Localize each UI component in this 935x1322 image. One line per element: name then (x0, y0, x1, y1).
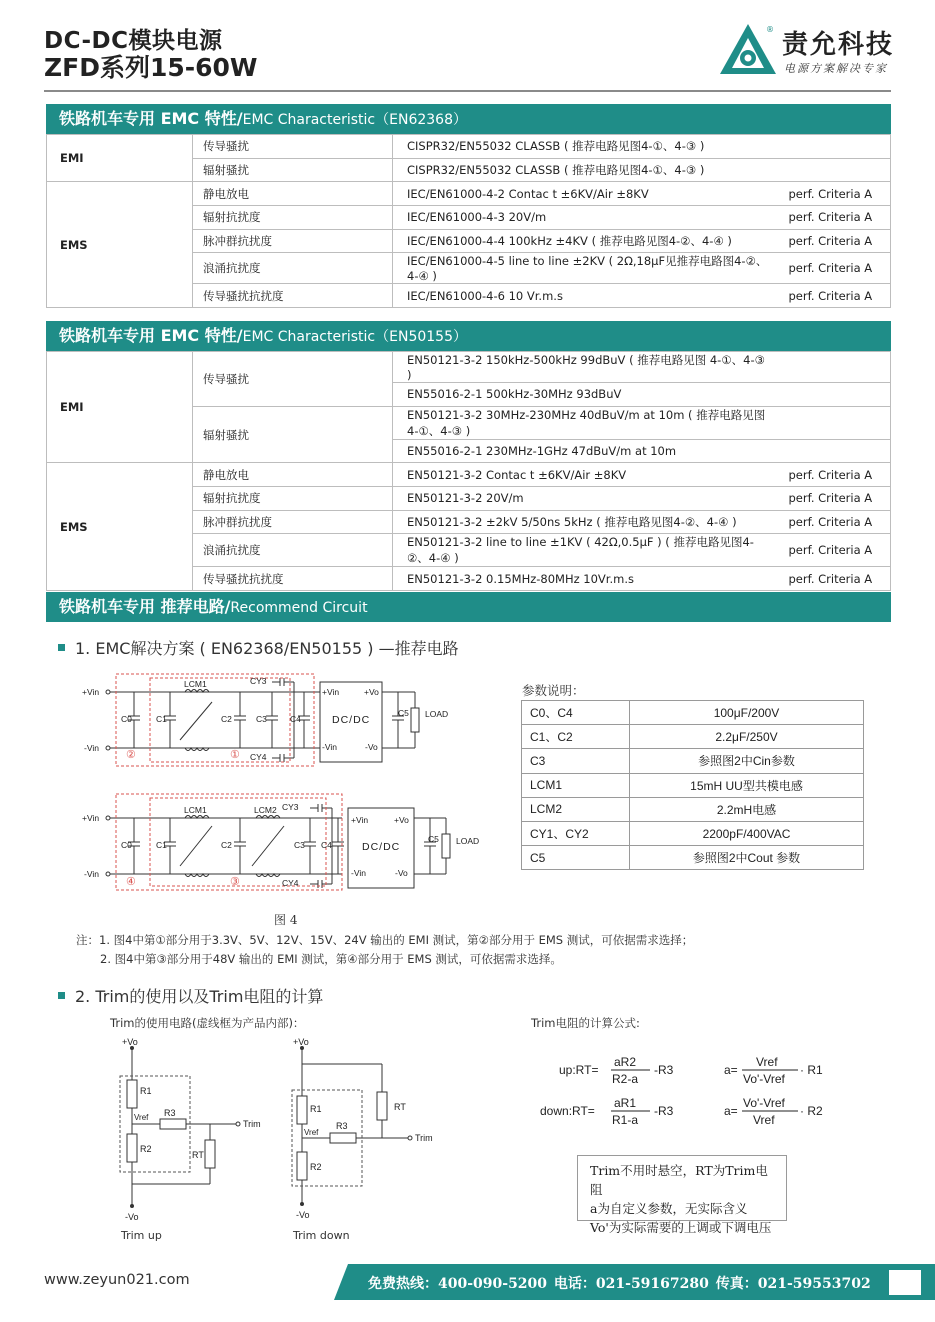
up-formula-num: aR2 (614, 1055, 637, 1069)
table-row (522, 701, 864, 725)
item-name: 浪涌抗扰度 (193, 253, 393, 284)
item-name: 传导骚扰 (193, 352, 393, 407)
vin-neg-label: -Vin (84, 869, 99, 879)
c5-label: C5 (428, 834, 439, 844)
page-number-box (889, 1270, 921, 1295)
param-key: LCM1 (522, 773, 630, 797)
item-criteria: perf. Criteria A (781, 534, 891, 567)
lcm1-label: LCM1 (184, 805, 207, 815)
trim-formulas (540, 1052, 846, 1132)
figure-caption: 图 4 (274, 913, 298, 927)
c2-label: C2 (221, 840, 232, 850)
c0-label: C0 (121, 840, 132, 850)
table-row (522, 846, 864, 870)
item-criteria: perf. Criteria A (781, 284, 891, 308)
item-criteria (781, 383, 891, 407)
param-key: C1、C2 (522, 725, 630, 749)
pin-vin-pos: +Vin (351, 815, 369, 825)
up-formula-label: up:RT= (559, 1063, 599, 1077)
pin-vo-neg: -Vo (365, 742, 378, 752)
pin-vin-neg: -Vin (351, 868, 366, 878)
item-name: 辐射骚扰 (193, 406, 393, 463)
table-row (522, 725, 864, 749)
param-value: 2.2μF/250V (630, 725, 864, 749)
trim-up-caption: Trim up (121, 1229, 162, 1242)
a-down-eq: a= (724, 1104, 738, 1118)
item-criteria (781, 352, 891, 383)
item-name: 静电放电 (193, 182, 393, 206)
c1-label: C1 (156, 714, 167, 724)
item-standard: EN50121-3-2 Contac t ±6KV/Air ±8KV (393, 463, 781, 487)
cy4-label: CY4 (282, 878, 299, 888)
table-row (522, 821, 864, 845)
group-cell: EMS (47, 463, 193, 591)
item-standard: IEC/EN61000-4-6 10 Vr.m.s (393, 284, 781, 308)
item-criteria (781, 406, 891, 439)
subheading-trim: 2. Trim的使用以及Trim电阻的计算 (58, 984, 323, 1007)
vin-pos-label: +Vin (82, 687, 100, 697)
r1-label: R1 (310, 1104, 322, 1114)
pin-vin-pos: +Vin (322, 687, 340, 697)
table-row (522, 773, 864, 797)
trim-down-circuit (290, 1036, 450, 1226)
c0-label: C0 (121, 714, 132, 724)
pin-vo-neg: -Vo (395, 868, 408, 878)
up-formula-den: R2-a (612, 1072, 639, 1086)
param-key: C5 (522, 846, 630, 870)
emc-circuit-diagram-2 (80, 790, 490, 900)
up-formula-minus: -R3 (654, 1063, 674, 1077)
item-standard: EN55016-2-1 230MHz-1GHz 47dBuV/m at 10m (393, 439, 781, 463)
trim-note-line: Vo'为实际需要的上调或下调电压 (590, 1220, 772, 1235)
param-value: 15mH UU型共模电感 (630, 773, 864, 797)
item-standard: EN50121-3-2 20V/m (393, 487, 781, 511)
item-standard: CISPR32/EN55032 CLASSB ( 推荐电路见图4-①、4-③ ) (393, 135, 781, 159)
item-standard: EN55016-2-1 500kHz-30MHz 93dBuV (393, 383, 781, 407)
section-title-en: EMC Characteristic（EN50155） (242, 329, 467, 345)
trim-up-circuit (112, 1036, 272, 1226)
param-value: 参照图2中Cin参数 (630, 749, 864, 773)
a-up-mul: · R1 (800, 1063, 823, 1077)
group-cell: EMI (47, 352, 193, 463)
r2-label: R2 (140, 1144, 152, 1154)
a-down-num: Vo'-Vref (743, 1096, 785, 1110)
doc-title-line2: ZFD系列15-60W (44, 53, 258, 82)
trim-note-box (577, 1155, 787, 1235)
trim-note-line: a为自定义参数，无实际含义 (590, 1201, 748, 1216)
item-name: 脉冲群抗扰度 (193, 229, 393, 253)
section-emc-en50155-header (46, 321, 891, 351)
item-name: 传导骚扰抗扰度 (193, 567, 393, 591)
vin-neg-label: -Vin (84, 743, 99, 753)
section-title-en: Recommend Circuit (230, 600, 368, 616)
param-key: C0、C4 (522, 701, 630, 725)
note-line-2: 2. 图4中第③部分用于48V 输出的 EMI 测试，第④部分用于 EMS 测试，可依据需求选择。 (100, 952, 562, 966)
a-up-num: Vref (756, 1055, 778, 1069)
emc-en62368-table (46, 134, 891, 308)
cy4-label: CY4 (250, 752, 267, 762)
trim-pin-label: Trim (243, 1119, 261, 1129)
item-criteria (781, 158, 891, 182)
c3-label: C3 (294, 840, 305, 850)
a-up-den: Vo'-Vref (743, 1072, 785, 1086)
load-label: LOAD (425, 709, 449, 719)
r3-label: R3 (336, 1121, 348, 1131)
mark-2: ② (126, 749, 136, 761)
param-value: 2200pF/400VAC (630, 821, 864, 845)
pin-vin-neg: -Vin (322, 742, 337, 752)
item-standard: CISPR32/EN55032 CLASSB ( 推荐电路见图4-①、4-③ ) (393, 158, 781, 182)
brand-name: 责允科技 (782, 30, 895, 60)
vref-label: Vref (304, 1128, 319, 1137)
item-name: 辐射抗扰度 (193, 206, 393, 230)
doc-title-line1: DC-DC模块电源 (44, 28, 223, 54)
item-criteria: perf. Criteria A (781, 567, 891, 591)
item-name: 浪涌抗扰度 (193, 534, 393, 567)
item-name: 传导骚扰 (193, 135, 393, 159)
params-table (521, 700, 864, 870)
item-criteria: perf. Criteria A (781, 463, 891, 487)
a-down-den: Vref (753, 1113, 775, 1127)
svg-text:®: ® (766, 25, 774, 34)
item-criteria: perf. Criteria A (781, 182, 891, 206)
item-standard: IEC/EN61000-4-3 20V/m (393, 206, 781, 230)
vref-label: Vref (134, 1113, 149, 1122)
c3-label: C3 (256, 714, 267, 724)
footer-contact-text: 免费热线：400-090-5200 电话：021-59167280 传真：021-59553702 (368, 1276, 871, 1292)
item-criteria: perf. Criteria A (781, 229, 891, 253)
header-divider (44, 90, 891, 92)
params-title: 参数说明： (522, 683, 585, 698)
vo-neg-label: -Vo (125, 1212, 139, 1222)
item-name: 脉冲群抗扰度 (193, 510, 393, 534)
item-criteria: perf. Criteria A (781, 510, 891, 534)
dcdc-label: DC/DC (332, 714, 371, 726)
down-formula-num: aR1 (614, 1096, 637, 1110)
item-standard: EN50121-3-2 line to line ±1KV ( 42Ω,0.5μF ) ( 推荐电路见图4-②、4-④ ) (393, 534, 781, 567)
item-standard: EN50121-3-2 30MHz-230MHz 40dBuV/m at 10m ( 推荐电路见图4-①、4-③ ) (393, 406, 781, 439)
item-name: 辐射骚扰 (193, 158, 393, 182)
vo-pos-label: +Vo (122, 1037, 138, 1047)
table-row (47, 352, 891, 383)
section-title-cn: 铁路机车专用 EMC 特性/ (59, 109, 243, 128)
item-criteria: perf. Criteria A (781, 487, 891, 511)
item-standard: EN50121-3-2 ±2kV 5/50ns 5kHz ( 推荐电路见图4-②、4-④ ) (393, 510, 781, 534)
trim-calc-label: Trim电阻的计算公式: (531, 1016, 640, 1030)
mark-3: ③ (230, 876, 240, 888)
trim-note-line: Trim不用时悬空，RT为Trim电阻 (590, 1163, 768, 1197)
trim-pin-label: Trim (415, 1133, 433, 1143)
mark-4: ④ (126, 876, 136, 888)
c1-label: C1 (156, 840, 167, 850)
emc-circuit-diagram-1 (80, 672, 455, 777)
note-line-1: 注：1. 图4中第①部分用于3.3V、5V、12V、15V、24V 输出的 EMI 测试，第②部分用于 EMS 测试，可依据需求选择； (76, 933, 694, 947)
param-value: 参照图2中Cout 参数 (630, 846, 864, 870)
group-cell: EMI (47, 135, 193, 182)
table-row (47, 135, 891, 159)
down-formula-minus: -R3 (654, 1104, 674, 1118)
param-value: 100μF/200V (630, 701, 864, 725)
vo-neg-label: -Vo (296, 1210, 310, 1220)
r1-label: R1 (140, 1086, 152, 1096)
dcdc-label: DC/DC (362, 841, 401, 853)
footer-website-link[interactable]: www.zeyun021.com (44, 1272, 190, 1288)
item-standard: IEC/EN61000-4-5 line to line ±2KV ( 2Ω,18μF见推荐电路图4-②、4-④ ) (393, 253, 781, 284)
cy3-label: CY3 (250, 676, 267, 686)
item-standard: IEC/EN61000-4-2 Contac t ±6KV/Air ±8KV (393, 182, 781, 206)
vo-pos-label: +Vo (293, 1037, 309, 1047)
lcm2-label: LCM2 (254, 805, 277, 815)
section-recommend-circuit-header (46, 592, 891, 622)
down-formula-den: R1-a (612, 1113, 639, 1127)
param-key: CY1、CY2 (522, 821, 630, 845)
r3-label: R3 (164, 1108, 176, 1118)
a-down-mul: · R2 (800, 1104, 823, 1118)
rt-label: RT (192, 1150, 204, 1160)
brand-slogan: 电源方案解决专家 (784, 62, 888, 75)
item-name: 辐射抗扰度 (193, 487, 393, 511)
table-row (522, 797, 864, 821)
vin-pos-label: +Vin (82, 813, 100, 823)
section-title-cn: 铁路机车专用 EMC 特性/ (59, 326, 243, 345)
item-criteria (781, 439, 891, 463)
section-title-cn: 铁路机车专用 推荐电路/ (59, 597, 231, 616)
trim-circuit-label: Trim的使用电路(虚线框为产品内部)： (110, 1016, 305, 1030)
section-emc-en62368-header (46, 104, 891, 134)
table-row (47, 463, 891, 487)
item-name: 传导骚扰抗扰度 (193, 284, 393, 308)
pin-vo-pos: +Vo (364, 687, 379, 697)
c2-label: C2 (221, 714, 232, 724)
subheading-emc-solution: 1. EMC解决方案 ( EN62368/EN50155 ) —推荐电路 (58, 636, 459, 659)
item-criteria (781, 135, 891, 159)
mark-1: ① (230, 749, 240, 761)
emc-en50155-table (46, 351, 891, 591)
section-title-en: EMC Characteristic（EN62368） (242, 112, 467, 128)
param-key: C3 (522, 749, 630, 773)
lcm1-label: LCM1 (184, 679, 207, 689)
pin-vo-pos: +Vo (394, 815, 409, 825)
table-row (522, 749, 864, 773)
c4-label: C4 (290, 714, 301, 724)
rt-label: RT (394, 1102, 406, 1112)
table-row (47, 182, 891, 206)
param-key: LCM2 (522, 797, 630, 821)
cy3-label: CY3 (282, 802, 299, 812)
param-value: 2.2mH电感 (630, 797, 864, 821)
item-name: 静电放电 (193, 463, 393, 487)
c5-label: C5 (398, 708, 409, 718)
trim-down-caption: Trim down (293, 1229, 350, 1242)
load-label: LOAD (456, 836, 480, 846)
c4-label: C4 (321, 840, 332, 850)
r2-label: R2 (310, 1162, 322, 1172)
group-cell: EMS (47, 182, 193, 308)
item-standard: EN50121-3-2 0.15MHz-80MHz 10Vr.m.s (393, 567, 781, 591)
item-criteria: perf. Criteria A (781, 206, 891, 230)
item-criteria: perf. Criteria A (781, 253, 891, 284)
item-standard: IEC/EN61000-4-4 100kHz ±4KV ( 推荐电路见图4-②、4-④ ) (393, 229, 781, 253)
item-standard: EN50121-3-2 150kHz-500kHz 99dBuV ( 推荐电路见图 4-①、4-③ ) (393, 352, 781, 383)
down-formula-label: down:RT= (540, 1104, 595, 1118)
a-up-eq: a= (724, 1063, 738, 1077)
